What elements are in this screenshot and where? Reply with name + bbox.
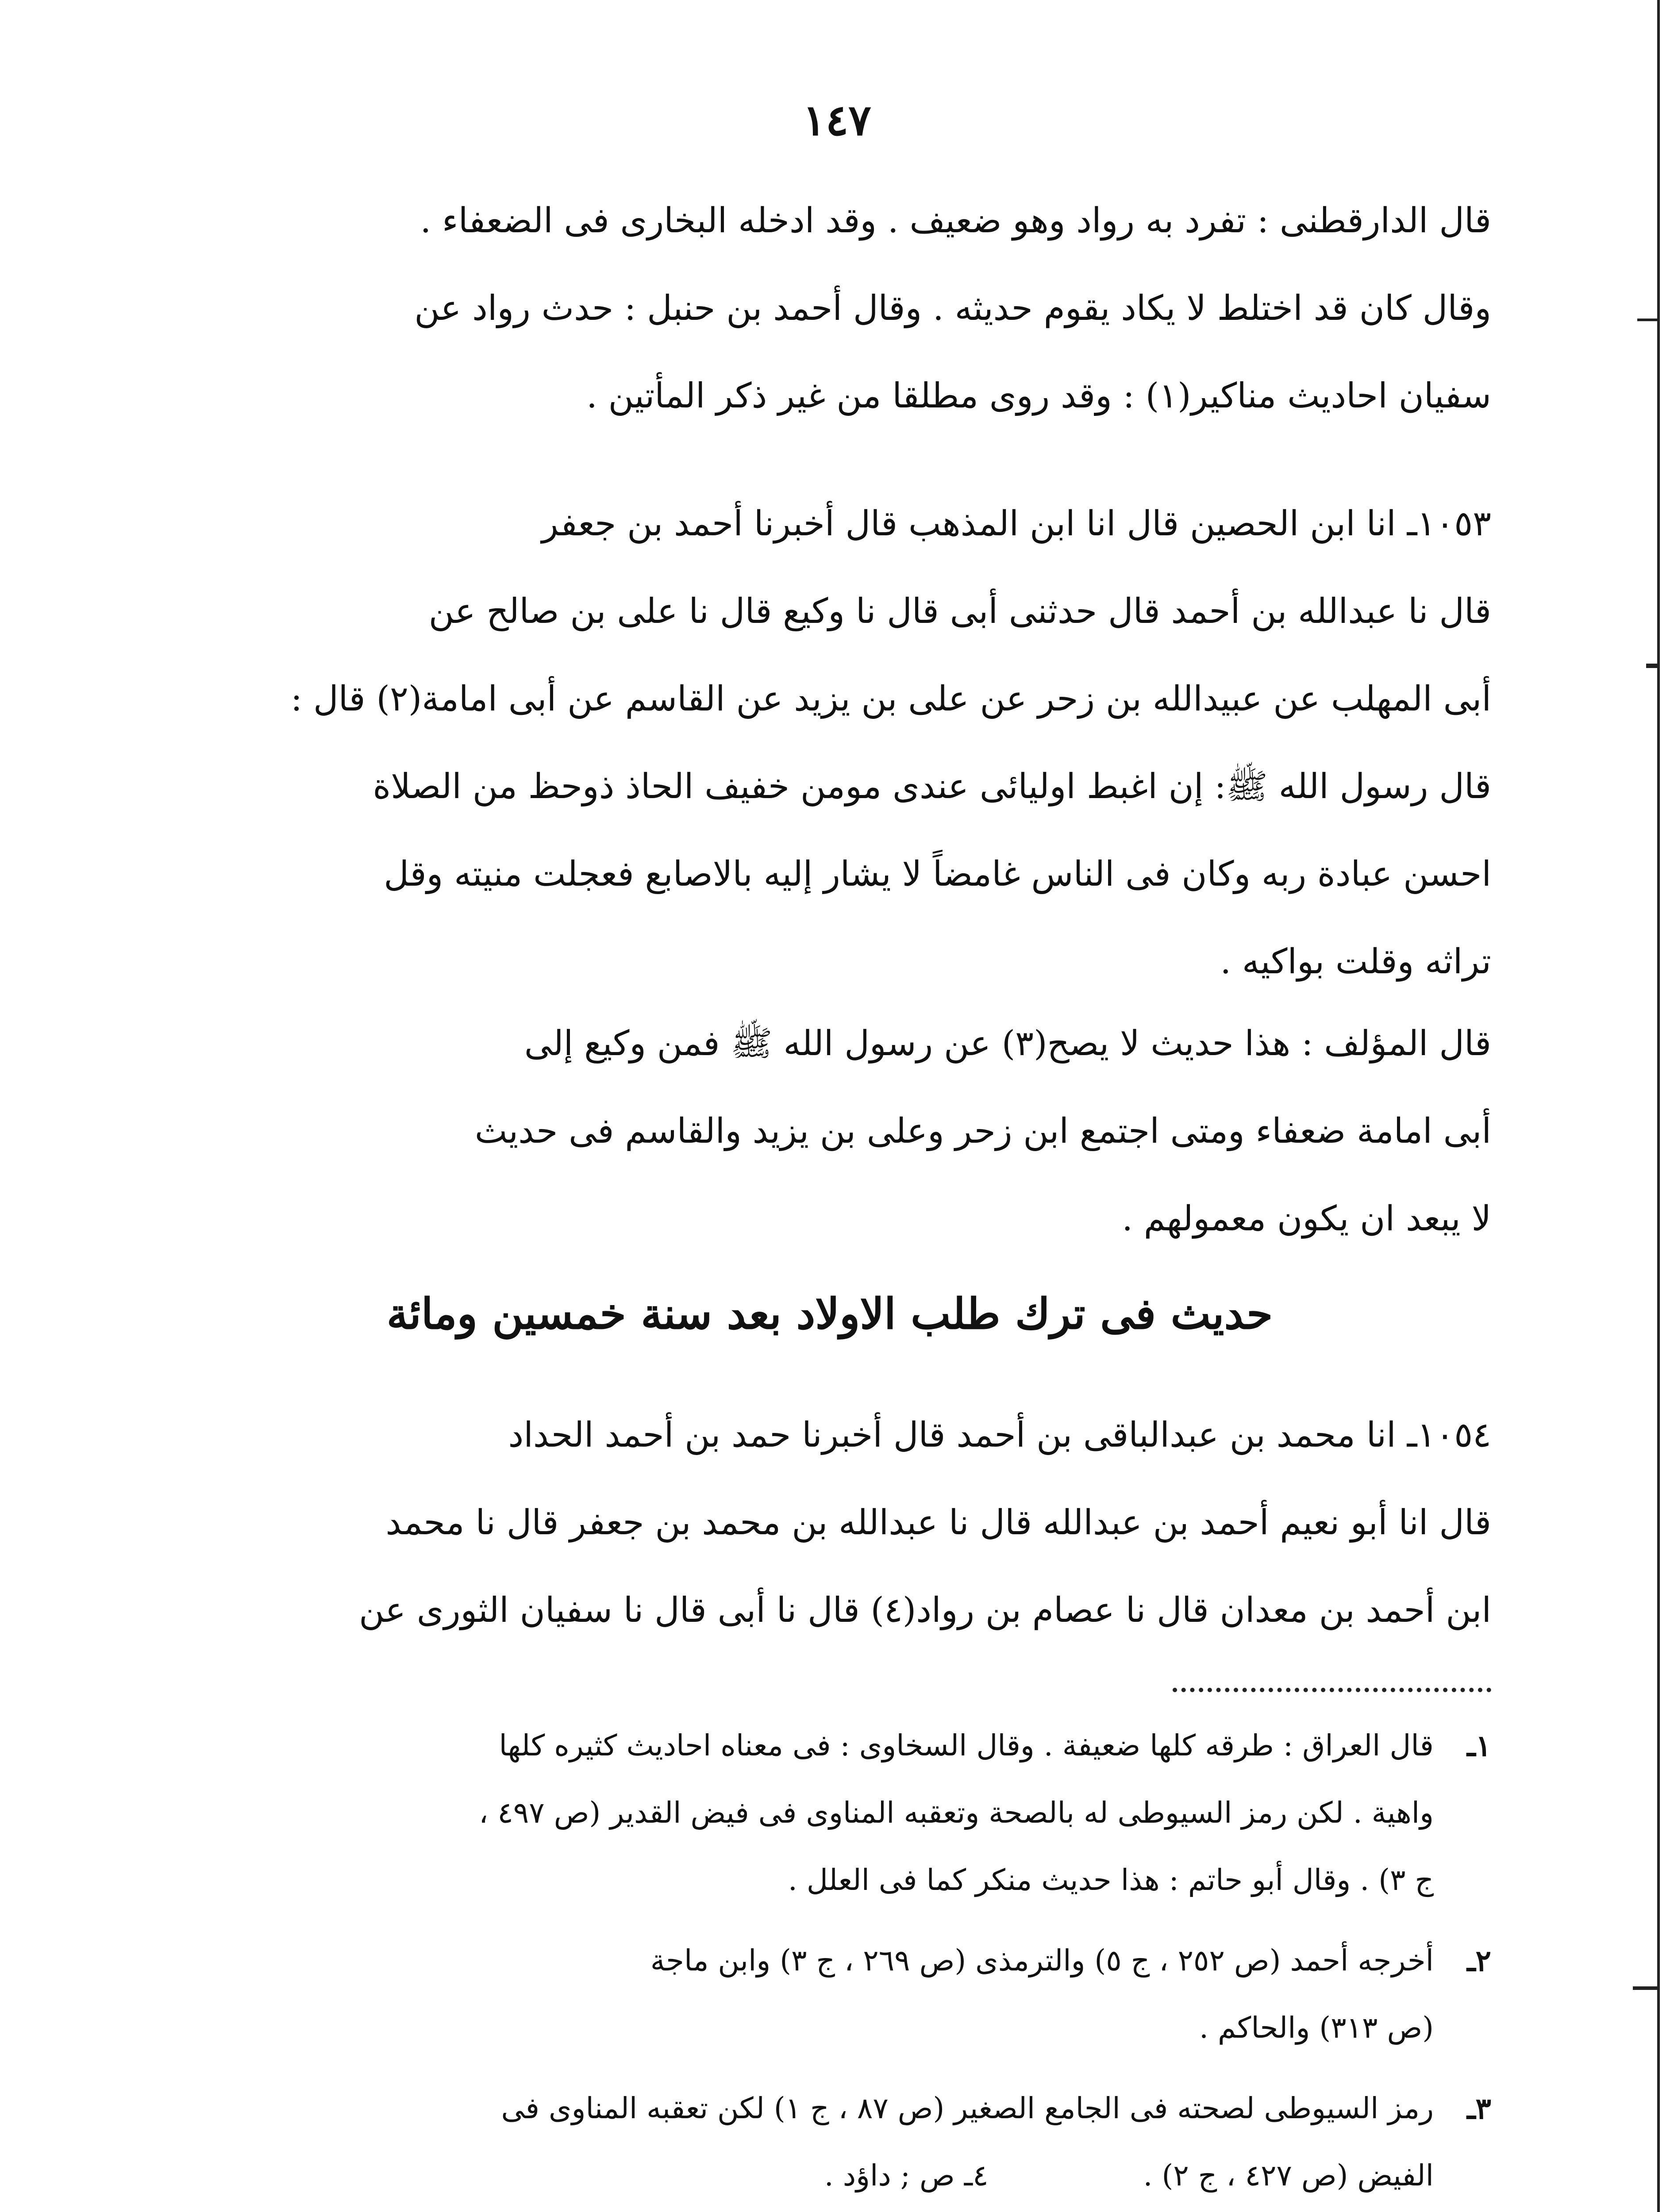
paragraph-author-comment [168, 1000, 1491, 1263]
section-heading: حديث فى ترك طلب الاولاد بعد سنة خمسين ومائة [386, 1289, 1273, 1339]
footnote-line: (ص ٣١٣) والحاكم . [1199, 2011, 1434, 2045]
footnote-separator [1173, 1688, 1491, 1692]
footnote-line [168, 2142, 1434, 2209]
text-line: احسن عبادة ربه وكان فى الناس غامضاً لا يشار إليه بالاصابع فعجلت منيته وقل [384, 854, 1491, 894]
text-line: وقال كان قد اختلط لا يكاد يقوم حديثه . وقال أحمد بن حنبل : حدث رواد عن [414, 288, 1491, 328]
paragraph-1 [168, 177, 1491, 440]
text-line: قال الدارقطنى : تفرد به رواد وهو ضعيف . وقد ادخله البخارى فى الضعفاء . [420, 201, 1491, 241]
footnote-text [168, 1712, 1434, 1914]
text-line: أبى المهلب عن عبيدالله بن زحر عن على بن يزيد عن القاسم عن أبى امامة(٢) قال : [290, 679, 1491, 719]
footnote-line: رمز السيوطى لصحته فى الجامع الصغير (ص ٨٧ ، ج ١) لكن تعقبه المناوى فى [501, 2091, 1434, 2125]
scan-edge-tick [1633, 1986, 1659, 1990]
text-line: تراثه وقلت بواكيه . [1220, 942, 1491, 982]
footnote-line-text: الفيض (ص ٤٢٧ ، ج ٢) . [1143, 2158, 1434, 2193]
text-line: قال المؤلف : هذا حديث لا يصح(٣) عن رسول الله ﷺ فمن وكيع إلى [524, 1024, 1491, 1064]
paragraph-hadith-1054 [168, 1391, 1491, 1654]
footnote-4-inline: ٤ـ ص ; داؤد . [824, 2158, 989, 2193]
footnote-number: ٣ـ [1467, 2091, 1491, 2126]
footnote-text [168, 1927, 1434, 2062]
footnote-line: ج ٣) . وقال أبو حاتم : هذا حديث منكر كما فى العلل . [788, 1863, 1434, 1897]
text-line: سفيان احاديث مناكير(١) : وقد روى مطلقا من غير ذكر المأتين . [586, 376, 1491, 416]
text-line: ١٠٥٤ـ انا محمد بن عبدالباقى بن أحمد قال أخبرنا حمد بن أحمد الحداد [508, 1415, 1491, 1455]
footnotes [168, 1712, 1491, 2212]
text-line: ١٠٥٣ـ انا ابن الحصين قال انا ابن المذهب قال أخبرنا أحمد بن جعفر [541, 504, 1491, 544]
text-line: لا يبعد ان يكون معمولهم . [1122, 1199, 1491, 1239]
footnote-line: قال العراق : طرقه كلها ضعيفة . وقال السخاوى : فى معناه احاديث كثيره كلها [499, 1728, 1434, 1763]
text-line: قال انا أبو نعيم أحمد بن عبدالله قال نا عبدالله بن محمد بن جعفر قال نا محمد [385, 1503, 1491, 1543]
footnote-line: أخرجه أحمد (ص ٢٥٢ ، ج ٥) والترمذى (ص ٢٦٩ ، ج ٣) وابن ماجة [650, 1943, 1434, 1978]
footnote-number: ٢ـ [1467, 1943, 1491, 1978]
text-line: قال رسول الله ﷺ: إن اغبط اوليائى عندى مومن خفيف الحاذ ذوحظ من الصلاة [373, 767, 1491, 806]
paragraph-hadith-1053 [168, 480, 1491, 1006]
scan-edge-tick [1646, 664, 1659, 668]
footnote-1 [168, 1712, 1491, 1914]
footnote-2 [168, 1927, 1491, 2062]
footnote-line: واهية . لكن رمز السيوطى له بالصحة وتعقبه المناوى فى فيض القدير (ص ٤٩٧ ، [479, 1796, 1434, 1830]
footnote-number: ١ـ [1467, 1728, 1491, 1763]
scan-edge-line [1657, 0, 1660, 2212]
footnote-3 [168, 2075, 1491, 2209]
text-line: أبى امامة ضعفاء ومتى اجتمع ابن زحر وعلى بن يزيد والقاسم فى حديث [474, 1111, 1491, 1151]
page-number: ١٤٧ [803, 95, 871, 145]
scan-edge-tick [1637, 319, 1659, 321]
text-line: ابن أحمد بن معدان قال نا عصام بن رواد(٤) قال نا أبى قال نا سفيان الثورى عن [359, 1590, 1491, 1630]
text-line: قال نا عبدالله بن أحمد قال حدثنى أبى قال نا وكيع قال نا على بن صالح عن [428, 591, 1491, 631]
footnote-text [168, 2075, 1434, 2209]
